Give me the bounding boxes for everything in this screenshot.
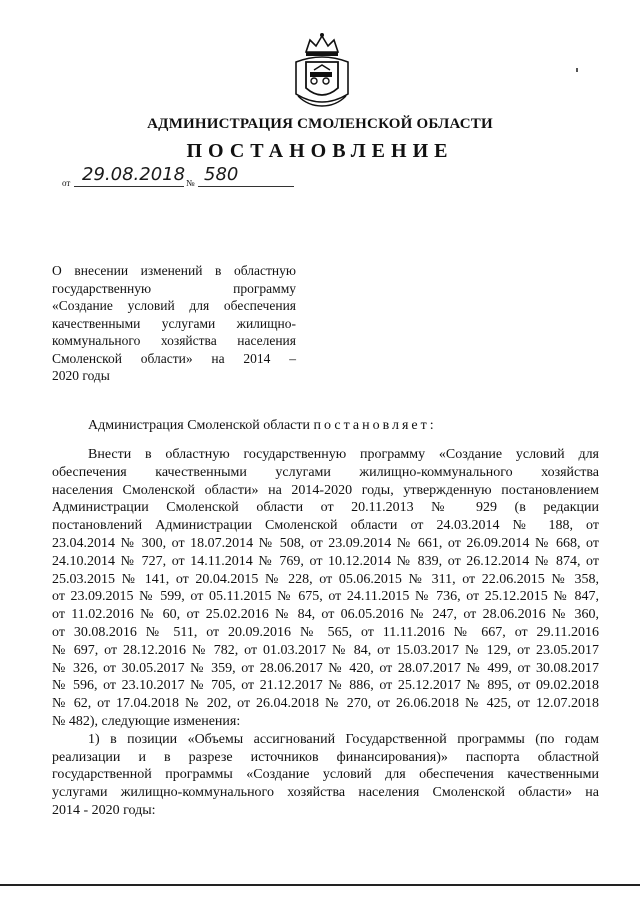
body-line: услугами жилищно-коммунального хозяйства населения Смоленской области» на bbox=[52, 785, 599, 801]
body-line: обеспечения качественными услугами жилищно-коммунального хозяйства bbox=[52, 464, 599, 480]
body-line: 25.03.2015 № 141, от 20.04.2015 № 228, от 05.06.2015 № 311, от 22.06.2015 № 358, bbox=[52, 571, 599, 587]
body-line: 23.04.2014 № 300, от 18.07.2014 № 508, от 23.09.2014 № 661, от 26.09.2014 № 668, от bbox=[52, 535, 599, 551]
subject-block bbox=[52, 262, 296, 385]
date-number-line bbox=[62, 164, 302, 192]
subject-line: 2020 годы bbox=[52, 368, 110, 383]
body-text bbox=[52, 446, 599, 820]
resolve-lead: Администрация Смоленской области bbox=[88, 418, 311, 433]
resolve-verb: постановляет: bbox=[313, 418, 437, 433]
resolve-line bbox=[88, 418, 437, 434]
body-line: 1) в позиции «Объемы ассигнований Государственной программы (по годам bbox=[88, 731, 599, 747]
handwritten-number: 580 bbox=[204, 164, 239, 185]
body-line: № 482), следующие изменения: bbox=[52, 713, 241, 729]
body-line: реализации и в разрезе источников финансирования)» паспорта областной bbox=[52, 749, 599, 765]
date-prefix: от bbox=[62, 178, 71, 188]
handwritten-date: 29.08.2018 bbox=[82, 164, 186, 185]
document-type-heading: ПОСТАНОВЛЕНИЕ bbox=[186, 140, 454, 162]
coat-of-arms-emblem bbox=[292, 32, 352, 110]
subject-line: «Создание условий для обеспечения bbox=[52, 298, 296, 313]
body-line: 24.10.2014 № 727, от 14.11.2014 № 769, от 10.12.2014 № 839, от 26.12.2014 № 874, от bbox=[52, 553, 599, 569]
body-line: № 326, от 30.05.2017 № 359, от 28.06.2017 № 420, от 28.07.2017 № 499, от 30.08.2017 bbox=[52, 660, 599, 676]
body-line: от 23.09.2015 № 599, от 05.11.2015 № 675, от 24.11.2015 № 736, от 25.12.2015 № 847, bbox=[52, 589, 599, 605]
subject-line: О внесении изменений в областную bbox=[52, 263, 296, 278]
scan-mark bbox=[576, 68, 578, 72]
subject-line: Смоленской области» на 2014 – bbox=[52, 350, 296, 366]
number-underline bbox=[198, 186, 294, 187]
body-line: № 697, от 28.12.2016 № 782, от 01.03.2017 № 84, от 15.03.2017 № 129, от 23.05.2017 bbox=[52, 642, 599, 658]
subject-line: государственную программу bbox=[52, 280, 296, 296]
date-underline bbox=[74, 186, 184, 187]
subject-line: коммунального хозяйства населения bbox=[52, 333, 296, 348]
body-line: Внести в областную государственную программу «Создание условий для bbox=[88, 447, 599, 462]
body-line: от 30.08.2016 № 511, от 20.09.2016 № 565, от 11.11.2016 № 667, от 29.11.2016 bbox=[52, 624, 599, 640]
number-prefix: № bbox=[186, 178, 195, 188]
body-line: Администрации Смоленской области от 20.11.2013 № 929 (в редакции bbox=[52, 500, 599, 516]
subject-line: качественными услугами жилищно- bbox=[52, 315, 296, 331]
body-line: 2014 - 2020 годы: bbox=[52, 802, 156, 818]
body-line: № 62, от 17.04.2018 № 202, от 26.04.2018 № 270, от 26.06.2018 № 425, от 12.07.2018 bbox=[52, 696, 599, 712]
body-line: населения Смоленской области» на 2014-2020 годы, утвержденную постановлением bbox=[52, 482, 599, 498]
body-line: № 596, от 23.10.2017 № 705, от 21.12.2017 № 886, от 25.12.2017 № 895, от 09.02.2018 bbox=[52, 678, 599, 694]
scan-bottom-edge bbox=[0, 884, 640, 886]
body-line: от 11.02.2016 № 60, от 25.02.2016 № 84, от 06.05.2016 № 247, от 28.06.2016 № 360, bbox=[52, 607, 599, 623]
issuer-title: АДМИНИСТРАЦИЯ СМОЛЕНСКОЙ ОБЛАСТИ bbox=[147, 116, 493, 132]
body-line: постановлений Администрации Смоленской области от 24.03.2014 № 188, от bbox=[52, 518, 599, 534]
body-line: государственной программы «Создание условий для обеспечения качественными bbox=[52, 767, 599, 783]
